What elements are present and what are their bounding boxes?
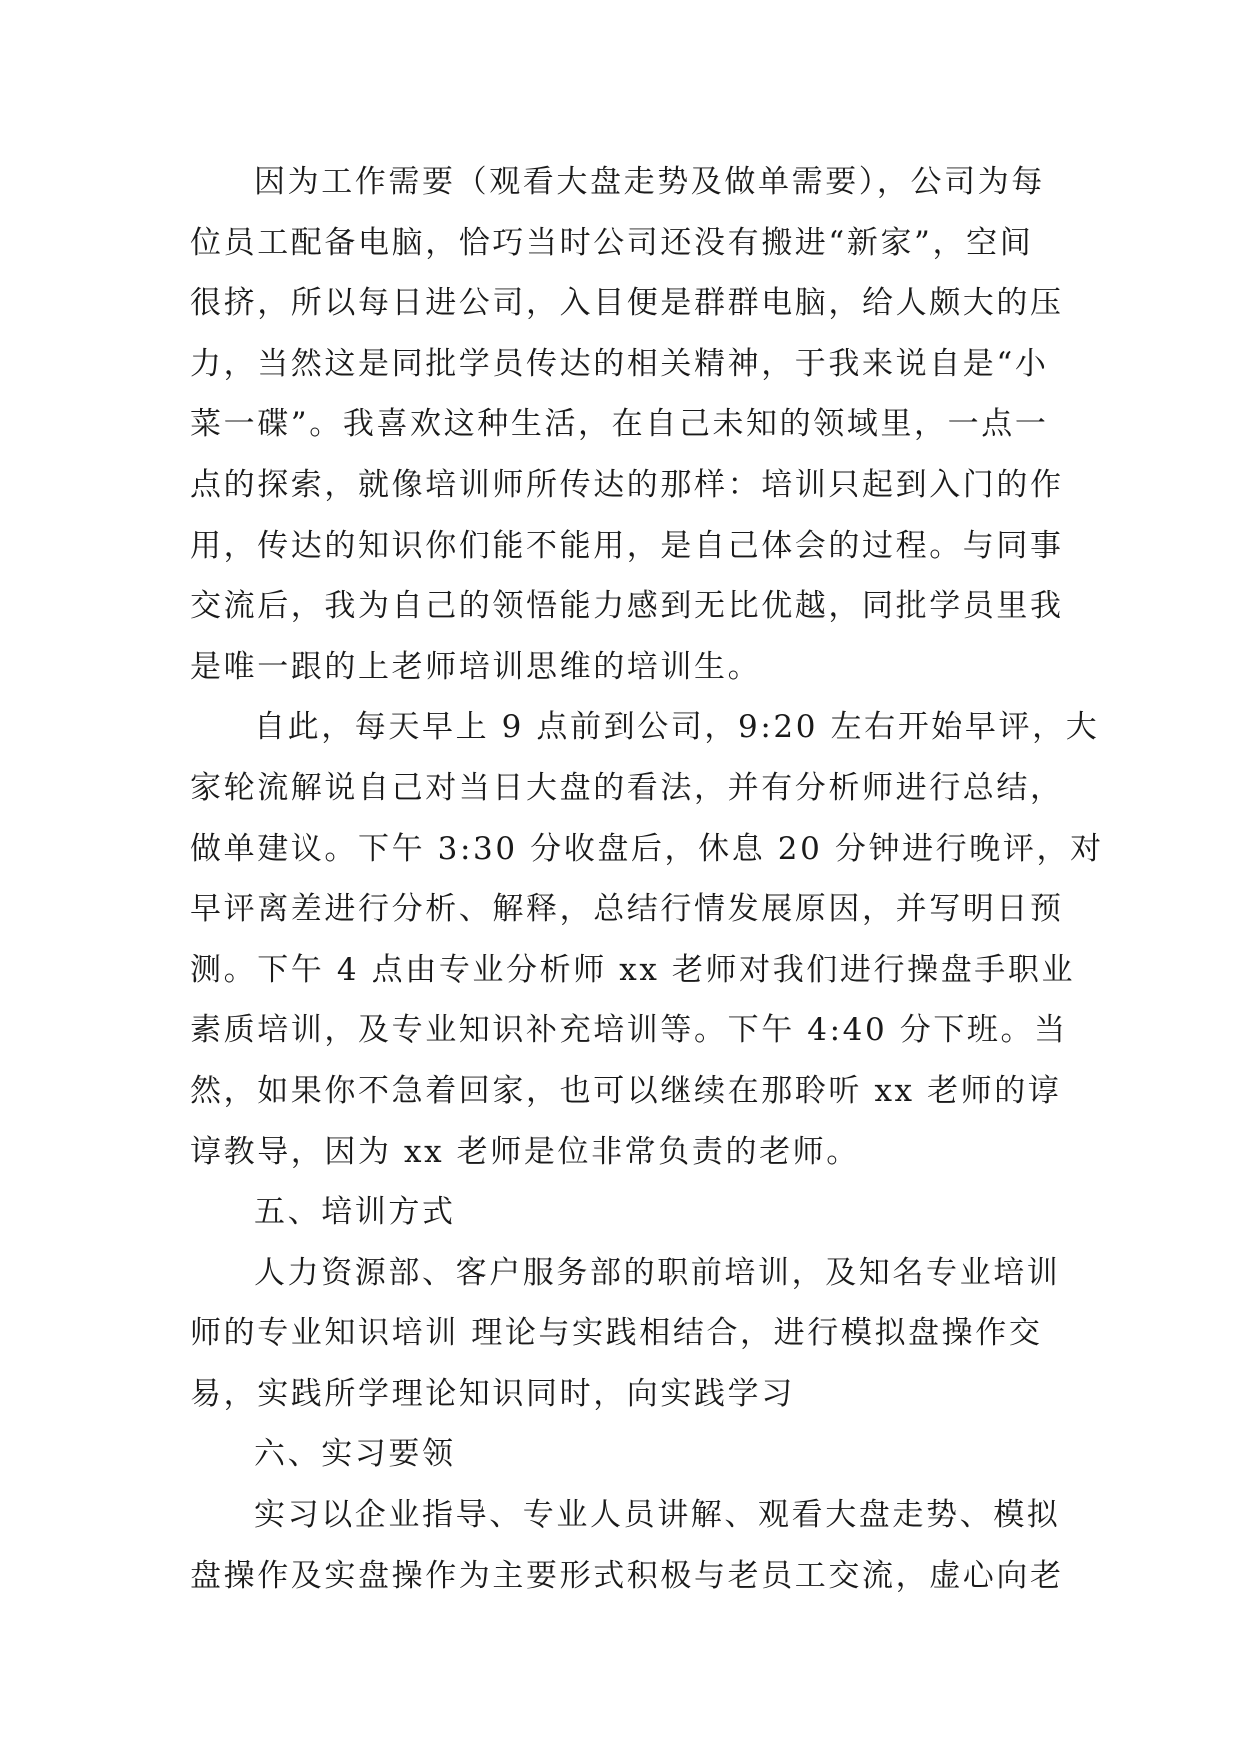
text-line: 早评离差进行分析、解释，总结行情发展原因，并写明日预 — [190, 891, 1064, 928]
text-line: 谆教导，因为 xx 老师是位非常负责的老师。 — [190, 1133, 860, 1170]
text-line: 位员工配备电脑，恰巧当时公司还没有搬进“新家”，空间 — [190, 224, 1034, 261]
text-line: 盘操作及实盘操作为主要形式积极与老员工交流，虚心向老 — [190, 1557, 1064, 1594]
text-line: 点的探索，就像培训师所传达的那样：培训只起到入门的作 — [190, 466, 1064, 503]
section-heading-training-method — [190, 1182, 1070, 1243]
text-line: 家轮流解说自己对当日大盘的看法，并有分析师进行总结， — [190, 769, 1064, 806]
text-line: 用，传达的知识你们能不能用，是自己体会的过程。与同事 — [190, 527, 1064, 564]
paragraph-training-method — [190, 1243, 1070, 1425]
text-line: 素质培训，及专业知识补充培训等。下午 4:40 分下班。当 — [190, 1012, 1068, 1049]
text-line: 很挤，所以每日进公司，入目便是群群电脑，给人颇大的压 — [190, 285, 1064, 322]
text-line: 菜一碟”。我喜欢这种生活，在自己未知的领域里，一点一 — [190, 406, 1049, 443]
text-line: 师的专业知识培训 理论与实践相结合，进行模拟盘操作交 — [190, 1315, 1043, 1352]
text-line: 因为工作需要（观看大盘走势及做单需要），公司为每 — [254, 164, 1045, 200]
text-line: 易，实践所学理论知识同时，向实践学习 — [190, 1375, 795, 1412]
text-line: 人力资源部、客户服务部的职前培训，及知名专业培训 — [254, 1254, 1061, 1291]
text-line: 交流后，我为自己的领悟能力感到无比优越，同批学员里我 — [190, 588, 1064, 625]
paragraph-internship-essentials — [190, 1485, 1070, 1606]
text-line: 力，当然这是同批学员传达的相关精神，于我来说自是“小 — [190, 345, 1049, 382]
paragraph-work-environment — [190, 152, 1070, 697]
document-page — [190, 152, 1104, 1606]
text-line: 实习以企业指导、专业人员讲解、观看大盘走势、模拟 — [254, 1497, 1061, 1534]
text-line: 测。下午 4 点由专业分析师 xx 老师对我们进行操盘手职业 — [190, 951, 1076, 988]
heading-text: 六、实习要领 — [254, 1436, 456, 1473]
heading-text: 五、培训方式 — [254, 1194, 456, 1231]
text-line: 然，如果你不急着回家，也可以继续在那聆听 xx 老师的谆 — [190, 1072, 1062, 1109]
text-line: 是唯一跟的上老师培训思维的培训生。 — [190, 648, 762, 685]
paragraph-daily-schedule — [190, 697, 1104, 1182]
section-heading-internship-essentials — [190, 1424, 1070, 1485]
text-line: 做单建议。下午 3:30 分收盘后，休息 20 分钟进行晚评，对 — [190, 830, 1104, 867]
text-line: 自此，每天早上 9 点前到公司，9:20 左右开始早评，大 — [254, 709, 1100, 746]
